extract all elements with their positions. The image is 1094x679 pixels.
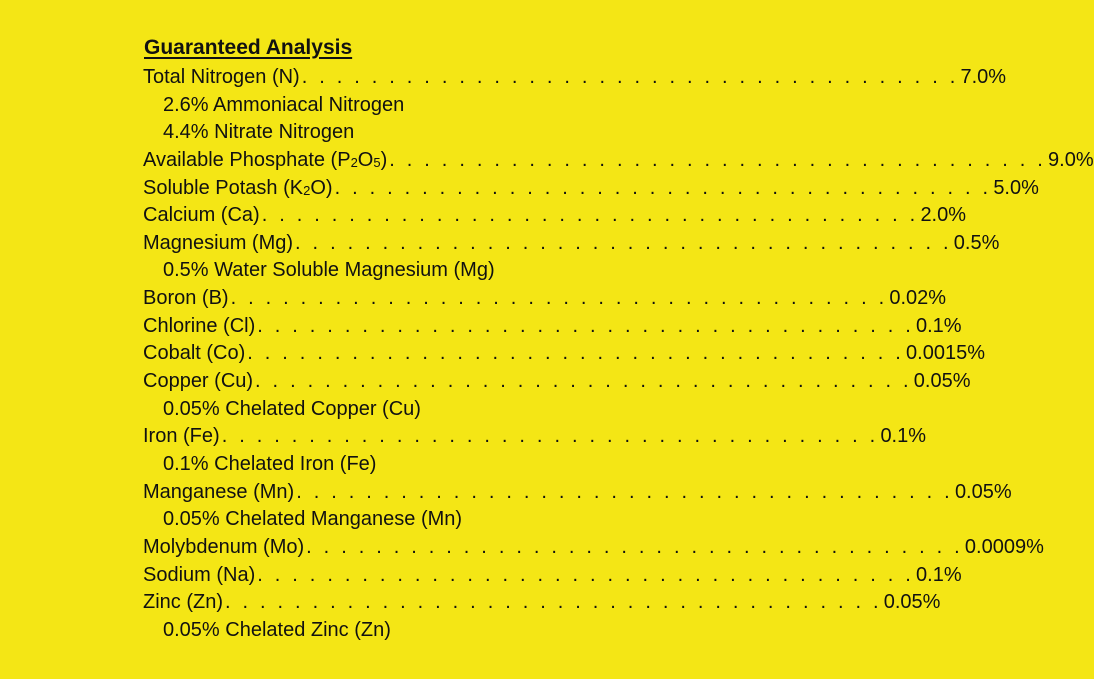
nutrient-name <box>143 423 220 451</box>
nutrient-name-text: Total Nitrogen (N) <box>143 66 300 88</box>
nutrient-name <box>143 313 255 341</box>
nutrient-percent: 0.05% <box>954 480 1012 503</box>
nutrient-row <box>143 589 941 617</box>
nutrient-percent: 0.0015% <box>906 342 985 365</box>
nutrient-name <box>143 175 333 203</box>
nutrient-subitem: 0.05% Chelated Copper (Cu) <box>163 397 421 420</box>
nutrient-percent: 0.05% <box>883 591 941 614</box>
dot-leader: . . . . . . . . . . . . . . . . . . . . . . . . . . . . . . . . . . . . . . <box>301 66 959 88</box>
dot-leader: . . . . . . . . . . . . . . . . . . . . . . . . . . . . . . . . . . . . . . <box>295 231 952 254</box>
nutrient-row <box>143 479 1012 507</box>
nutrient-row <box>143 175 1039 203</box>
nutrient-name <box>143 64 300 92</box>
nutrient-row <box>143 423 927 451</box>
nutrient-name-text: Iron (Fe) <box>143 425 220 448</box>
dot-leader: . . . . . . . . . . . . . . . . . . . . . . . . . . . . . . . . . . . . . . <box>389 148 1047 171</box>
nutrient-name <box>143 230 293 258</box>
nutrient-name-text: Copper (Cu) <box>143 370 254 393</box>
nutrient-name <box>143 589 223 617</box>
analysis-list <box>143 64 1094 644</box>
dot-leader: . . . . . . . . . . . . . . . . . . . . . . . . . . . . . . . . . . . . . . <box>257 563 915 586</box>
nutrient-percent: 2.0% <box>920 204 967 227</box>
nutrient-name <box>143 562 255 590</box>
nutrient-percent: 0.5% <box>953 231 1000 254</box>
formula-subscript: 2 <box>303 182 311 198</box>
nutrient-subitem: 4.4% Nitrate Nitrogen <box>163 121 355 144</box>
nutrient-name-text: Boron (B) <box>143 287 229 310</box>
nutrient-row <box>143 562 962 590</box>
nutrient-name-text: Soluble Potash (K <box>143 176 304 199</box>
dot-leader: . . . . . . . . . . . . . . . . . . . . . . . . . . . . . . . . . . . . . . <box>255 370 912 393</box>
nutrient-name-text: Cobalt (Co) <box>143 342 246 365</box>
nutrient-percent: 9.0% <box>1048 148 1094 171</box>
nutrient-percent: 5.0% <box>993 176 1039 199</box>
nutrient-name <box>143 534 304 562</box>
nutrient-subitem: 0.05% Chelated Zinc (Zn) <box>163 618 391 641</box>
nutrient-name-text: O <box>357 148 374 171</box>
nutrient-percent: 0.1% <box>916 314 962 337</box>
nutrient-subitem: 0.05% Chelated Manganese (Mn) <box>163 508 463 531</box>
formula-subscript: 2 <box>350 154 358 170</box>
nutrient-row <box>143 230 1000 258</box>
nutrient-name-text: Manganese (Mn) <box>143 480 295 503</box>
dot-leader: . . . . . . . . . . . . . . . . . . . . . . . . . . . . . . . . . . . . . . <box>261 204 919 227</box>
nutrient-percent: 7.0% <box>960 66 1007 88</box>
nutrient-row <box>143 340 985 368</box>
dot-leader: . . . . . . . . . . . . . . . . . . . . . . . . . . . . . . . . . . . . . . <box>334 176 992 199</box>
nutrient-row <box>143 313 962 341</box>
nutrient-row <box>143 368 971 396</box>
nutrient-row <box>143 202 967 230</box>
nutrient-name-text: Chlorine (Cl) <box>143 314 256 337</box>
dot-leader: . . . . . . . . . . . . . . . . . . . . . . . . . . . . . . . . . . . . . . <box>225 591 882 614</box>
nutrient-subitem: 2.6% Ammoniacal Nitrogen <box>163 93 405 116</box>
dot-leader: . . . . . . . . . . . . . . . . . . . . . . . . . . . . . . . . . . . . . . <box>296 480 953 503</box>
nutrient-name-text: Available Phosphate (P <box>143 148 351 171</box>
nutrient-name <box>143 202 260 230</box>
nutrient-row <box>143 147 1094 175</box>
dot-leader: . . . . . . . . . . . . . . . . . . . . . . . . . . . . . . . . . . . . . . <box>257 314 914 337</box>
nutrient-name <box>143 285 229 313</box>
nutrient-subitem: 0.1% Chelated Iron (Fe) <box>163 452 377 475</box>
nutrient-percent: 0.1% <box>916 563 962 586</box>
dot-leader: . . . . . . . . . . . . . . . . . . . . . . . . . . . . . . . . . . . . . . <box>230 287 888 310</box>
nutrient-row <box>143 64 1007 92</box>
formula-subscript: 5 <box>373 154 381 170</box>
nutrient-name-text: O) <box>310 176 333 199</box>
nutrient-name-text: Magnesium (Mg) <box>143 231 294 254</box>
nutrient-name-text: Calcium (Ca) <box>143 204 260 227</box>
nutrient-name-text: Molybdenum (Mo) <box>143 535 305 558</box>
nutrient-name-text: Sodium (Na) <box>143 563 256 586</box>
nutrient-name <box>143 368 253 396</box>
nutrient-percent: 0.05% <box>913 370 971 393</box>
nutrient-row <box>143 285 947 313</box>
nutrient-name <box>143 479 294 507</box>
nutrient-name <box>143 340 245 368</box>
nutrient-name-text: ) <box>380 148 388 171</box>
nutrient-percent: 0.1% <box>880 425 927 448</box>
dot-leader: . . . . . . . . . . . . . . . . . . . . . . . . . . . . . . . . . . . . . . <box>247 342 905 365</box>
nutrient-row <box>143 534 1044 562</box>
nutrient-name <box>143 147 387 175</box>
nutrient-name-text: Zinc (Zn) <box>143 591 223 614</box>
nutrient-percent: 0.02% <box>889 287 947 310</box>
page-title: Guaranteed Analysis <box>144 36 353 59</box>
dot-leader: . . . . . . . . . . . . . . . . . . . . . . . . . . . . . . . . . . . . . . <box>306 535 963 558</box>
nutrient-percent: 0.0009% <box>964 535 1044 558</box>
dot-leader: . . . . . . . . . . . . . . . . . . . . . . . . . . . . . . . . . . . . . . <box>221 425 879 448</box>
nutrient-subitem: 0.5% Water Soluble Magnesium (Mg) <box>163 259 495 282</box>
